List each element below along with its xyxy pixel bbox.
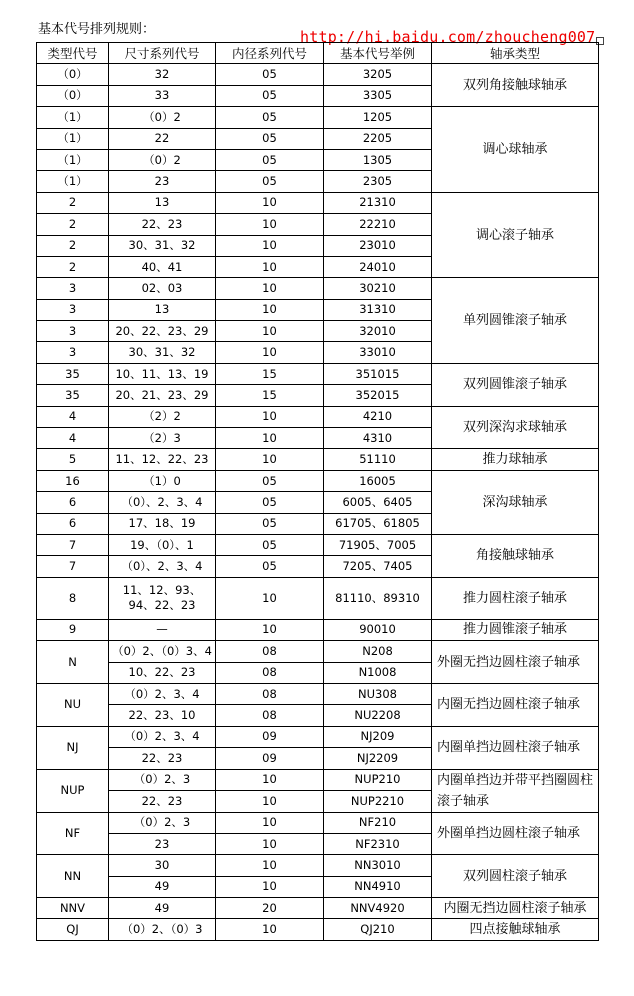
code-example-cell: NU308 (324, 683, 432, 704)
size-series-cell: （0）2、3 (109, 769, 216, 791)
type-code-cell: 35 (37, 363, 109, 384)
size-series-cell: （1）0 (109, 470, 216, 491)
bore-series-cell: 09 (216, 726, 324, 747)
bore-series-cell: 10 (216, 214, 324, 235)
bore-series-cell: 10 (216, 769, 324, 791)
type-code-cell: 5 (37, 449, 109, 470)
bearing-type-cell: 外圈无挡边圆柱滚子轴承 (432, 641, 599, 684)
size-series-cell: （0）2、（0）3、4 (109, 641, 216, 662)
bore-series-cell: 09 (216, 748, 324, 769)
bore-series-cell: 10 (216, 321, 324, 342)
bearing-type-cell: 深沟球轴承 (432, 470, 599, 534)
bore-series-cell: 10 (216, 619, 324, 640)
size-series-cell: 30 (109, 855, 216, 876)
type-code-cell: NF (37, 812, 109, 855)
size-series-cell: 17、18、19 (109, 513, 216, 534)
code-example-cell: 4310 (324, 428, 432, 449)
bore-series-cell: 10 (216, 235, 324, 256)
table-row (37, 470, 599, 491)
bore-series-cell: 10 (216, 855, 324, 876)
size-series-cell: 20、21、23、29 (109, 385, 216, 406)
size-series-cell: 13 (109, 299, 216, 320)
bore-series-cell: 10 (216, 278, 324, 299)
table-row (37, 577, 599, 619)
table-row (37, 363, 599, 384)
size-series-cell: 23 (109, 171, 216, 192)
bore-series-cell: 08 (216, 683, 324, 704)
code-example-cell: NUP210 (324, 769, 432, 791)
table-row (37, 855, 599, 876)
size-series-cell: 23 (109, 833, 216, 854)
code-example-cell: 22210 (324, 214, 432, 235)
type-code-cell: （1） (37, 171, 109, 192)
size-series-cell: 11、12、22、23 (109, 449, 216, 470)
size-series-cell: 22、23、10 (109, 705, 216, 726)
document-title: 基本代号排列规则： (38, 22, 156, 37)
bore-series-cell: 15 (216, 385, 324, 406)
code-example-cell: 3305 (324, 85, 432, 106)
bore-series-cell: 05 (216, 534, 324, 555)
type-code-cell: 16 (37, 470, 109, 491)
table-row (37, 683, 599, 704)
table-row (37, 107, 599, 128)
code-example-cell: NN4910 (324, 876, 432, 897)
bore-series-cell: 08 (216, 641, 324, 662)
type-code-cell: 4 (37, 406, 109, 427)
type-code-cell: 2 (37, 256, 109, 277)
type-code-cell: （1） (37, 107, 109, 128)
bore-series-cell: 05 (216, 64, 324, 85)
code-example-cell: NJ209 (324, 726, 432, 747)
type-code-cell: （0） (37, 85, 109, 106)
table-row (37, 192, 599, 213)
code-example-cell: 33010 (324, 342, 432, 363)
size-series-cell: （2）2 (109, 406, 216, 427)
type-code-cell: 3 (37, 299, 109, 320)
type-code-cell: 7 (37, 556, 109, 577)
code-example-cell: 81110、89310 (324, 577, 432, 619)
bore-series-cell: 10 (216, 406, 324, 427)
bore-series-cell: 10 (216, 256, 324, 277)
size-series-cell: （0）2 (109, 107, 216, 128)
table-row (37, 898, 599, 919)
size-series-cell: 22、23 (109, 748, 216, 769)
type-code-cell: 8 (37, 577, 109, 619)
code-example-cell: 31310 (324, 299, 432, 320)
bearing-type-cell: 双列角接触球轴承 (432, 64, 599, 107)
bearing-code-table (36, 42, 599, 941)
size-series-cell: （0）2、（0）3 (109, 919, 216, 940)
table-header-row (37, 43, 599, 64)
code-example-cell: NF210 (324, 812, 432, 833)
table-row (37, 619, 599, 640)
size-series-cell: （0）2、3 (109, 812, 216, 833)
bore-series-cell: 10 (216, 428, 324, 449)
bore-series-cell: 10 (216, 812, 324, 833)
code-example-cell: 61705、61805 (324, 513, 432, 534)
table-row (37, 726, 599, 747)
bore-series-cell: 10 (216, 919, 324, 940)
code-example-cell: QJ210 (324, 919, 432, 940)
bearing-type-cell: 双列圆柱滚子轴承 (432, 855, 599, 898)
type-code-cell: NJ (37, 726, 109, 769)
type-code-cell: 2 (37, 235, 109, 256)
bearing-type-cell: 推力圆锥滚子轴承 (432, 619, 599, 640)
code-example-cell: 2305 (324, 171, 432, 192)
size-series-cell: 22、23 (109, 214, 216, 235)
code-example-cell: 4210 (324, 406, 432, 427)
table-row (37, 278, 599, 299)
code-example-cell: N208 (324, 641, 432, 662)
type-code-cell: （0） (37, 64, 109, 85)
type-code-cell: NU (37, 683, 109, 726)
size-series-cell: （0）、2、3、4 (109, 556, 216, 577)
code-example-cell: NNV4920 (324, 898, 432, 919)
code-example-cell: 1305 (324, 149, 432, 170)
code-example-cell: NUP2210 (324, 791, 432, 813)
bearing-type-cell: 内圈单挡边圆柱滚子轴承 (432, 726, 599, 769)
bearing-type-cell: 调心球轴承 (432, 107, 599, 193)
size-series-cell: 19、（0）、1 (109, 534, 216, 555)
bore-series-cell: 08 (216, 662, 324, 683)
code-example-cell: 90010 (324, 619, 432, 640)
code-example-cell: 7205、7405 (324, 556, 432, 577)
code-example-cell: 3205 (324, 64, 432, 85)
bore-series-cell: 20 (216, 898, 324, 919)
bearing-type-cell: 双列圆锥滚子轴承 (432, 363, 599, 406)
bore-series-cell: 15 (216, 363, 324, 384)
bearing-type-cell: 双列深沟求球轴承 (432, 406, 599, 449)
bore-series-cell: 10 (216, 876, 324, 897)
bore-series-cell: 05 (216, 470, 324, 491)
size-series-cell: （2）3 (109, 428, 216, 449)
code-example-cell: N1008 (324, 662, 432, 683)
size-series-cell: 49 (109, 898, 216, 919)
code-example-cell: 71905、7005 (324, 534, 432, 555)
size-series-cell: （0）、2、3、4 (109, 492, 216, 513)
size-series-cell: 33 (109, 85, 216, 106)
code-example-cell: 21310 (324, 192, 432, 213)
bore-series-cell: 05 (216, 513, 324, 534)
type-code-cell: NNV (37, 898, 109, 919)
code-example-cell: 32010 (324, 321, 432, 342)
code-example-cell: 351015 (324, 363, 432, 384)
bearing-type-cell: 外圈单挡边圆柱滚子轴承 (432, 812, 599, 855)
type-code-cell: （1） (37, 128, 109, 149)
type-code-cell: NN (37, 855, 109, 898)
watermark-url: http://hi.baidu.com/zhoucheng007 (300, 28, 596, 46)
table-row (37, 919, 599, 940)
bore-series-cell: 05 (216, 556, 324, 577)
type-code-cell: 6 (37, 492, 109, 513)
size-series-cell: 22 (109, 128, 216, 149)
bore-series-cell: 10 (216, 791, 324, 813)
bore-series-cell: 05 (216, 149, 324, 170)
size-series-cell: 11、12、93、94、22、23 (109, 577, 216, 619)
type-code-cell: 2 (37, 192, 109, 213)
bearing-type-cell: 推力球轴承 (432, 449, 599, 470)
size-series-cell: 13 (109, 192, 216, 213)
bearing-type-cell: 内圈无挡边圆柱滚子轴承 (432, 683, 599, 726)
type-code-cell: 4 (37, 428, 109, 449)
bore-series-cell: 05 (216, 128, 324, 149)
size-series-cell: （0）2、3、4 (109, 726, 216, 747)
bore-series-cell: 05 (216, 171, 324, 192)
size-series-cell: （0）2、3、4 (109, 683, 216, 704)
bore-series-cell: 10 (216, 449, 324, 470)
table-row (37, 449, 599, 470)
type-code-cell: 3 (37, 342, 109, 363)
table-row (37, 534, 599, 555)
size-series-cell: 32 (109, 64, 216, 85)
type-code-cell: NUP (37, 769, 109, 812)
size-series-cell: 02、03 (109, 278, 216, 299)
size-series-cell: — (109, 619, 216, 640)
size-series-cell: 10、11、13、19 (109, 363, 216, 384)
code-example-cell: 2205 (324, 128, 432, 149)
size-series-cell: 40、41 (109, 256, 216, 277)
code-example-cell: 23010 (324, 235, 432, 256)
code-example-cell: NF2310 (324, 833, 432, 854)
type-code-cell: 7 (37, 534, 109, 555)
bore-series-cell: 10 (216, 299, 324, 320)
type-code-cell: 6 (37, 513, 109, 534)
bearing-type-cell: 内圈单挡边并带平挡圈圆柱滚子轴承 (432, 769, 599, 812)
code-example-cell: NJ2209 (324, 748, 432, 769)
bearing-type-cell: 四点接触球轴承 (432, 919, 599, 940)
code-example-cell: 16005 (324, 470, 432, 491)
code-example-cell: 30210 (324, 278, 432, 299)
bearing-type-cell: 内圈无挡边圆柱滚子轴承 (432, 898, 599, 919)
bore-series-cell: 10 (216, 192, 324, 213)
code-example-cell: 352015 (324, 385, 432, 406)
type-code-cell: 35 (37, 385, 109, 406)
size-series-cell: 10、22、23 (109, 662, 216, 683)
bearing-type-cell: 推力圆柱滚子轴承 (432, 577, 599, 619)
header-type-code: 类型代号 (37, 43, 109, 64)
size-series-cell: 20、22、23、29 (109, 321, 216, 342)
table-row (37, 812, 599, 833)
bore-series-cell: 05 (216, 107, 324, 128)
code-example-cell: NU2208 (324, 705, 432, 726)
code-example-cell: 24010 (324, 256, 432, 277)
header-code-example: 基本代号举例 (324, 43, 432, 64)
type-code-cell: 3 (37, 321, 109, 342)
type-code-cell: QJ (37, 919, 109, 940)
type-code-cell: N (37, 641, 109, 684)
size-series-cell: 49 (109, 876, 216, 897)
code-example-cell: 1205 (324, 107, 432, 128)
header-bore-series: 内径系列代号 (216, 43, 324, 64)
size-series-cell: （0）2 (109, 149, 216, 170)
bore-series-cell: 10 (216, 577, 324, 619)
size-series-cell: 22、23 (109, 791, 216, 813)
type-code-cell: 3 (37, 278, 109, 299)
size-series-cell: 30、31、32 (109, 342, 216, 363)
bore-series-cell: 08 (216, 705, 324, 726)
type-code-cell: 9 (37, 619, 109, 640)
size-series-cell: 30、31、32 (109, 235, 216, 256)
bearing-type-cell: 调心滚子轴承 (432, 192, 599, 278)
table-row (37, 769, 599, 791)
code-example-cell: 51110 (324, 449, 432, 470)
header-bearing-type: 轴承类型 (432, 43, 599, 64)
type-code-cell: 2 (37, 214, 109, 235)
bore-series-cell: 10 (216, 342, 324, 363)
type-code-cell: （1） (37, 149, 109, 170)
table-row (37, 641, 599, 662)
bearing-type-cell: 单列圆锥滚子轴承 (432, 278, 599, 364)
code-example-cell: NN3010 (324, 855, 432, 876)
bore-series-cell: 10 (216, 833, 324, 854)
table-row (37, 406, 599, 427)
bore-series-cell: 05 (216, 492, 324, 513)
bearing-type-cell: 角接触球轴承 (432, 534, 599, 577)
header-size-series: 尺寸系列代号 (109, 43, 216, 64)
bore-series-cell: 05 (216, 85, 324, 106)
table-row (37, 64, 599, 85)
code-example-cell: 6005、6405 (324, 492, 432, 513)
